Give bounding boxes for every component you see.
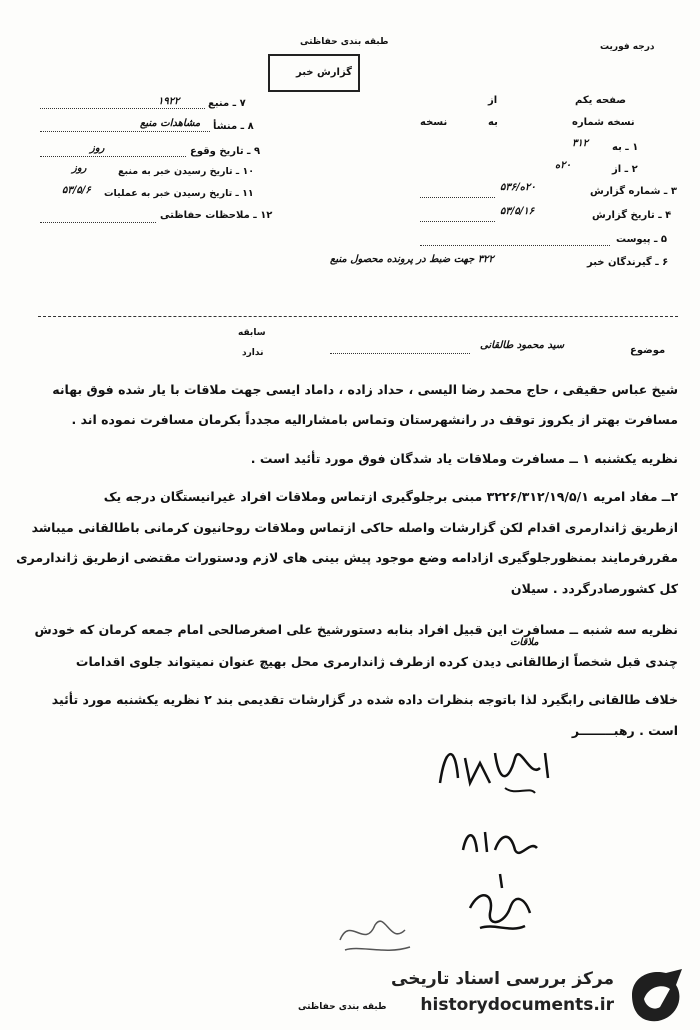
body-line: چندی قبل شخصاً ازطالقانی دیدن کرده ازطرف ژاندارمری محل بهیچ عنوان نمیتواند جلوی اقدامات (75, 654, 678, 669)
priority-label: درجه فوریت (600, 42, 655, 52)
field-value: روز (90, 143, 105, 154)
body-line: شیخ عباس حقیقی ، حاج محمد رضا الیسی ، حداد زاده ، داماد ایسی جهت ملاقات با یار شده فوق بهانه (52, 382, 678, 397)
field-value: ۲۰ه/۵۳۶ (500, 182, 536, 193)
signature-2 (455, 820, 545, 865)
subject-side-label: سابقه (238, 328, 266, 338)
signature-1 (420, 738, 570, 798)
copies-of-label: نسخه (420, 117, 448, 128)
subject-label: موضوع (630, 345, 666, 356)
body-line: ازطریق ژاندارمری اقدام لکن گزارشات واصله حاکی ازتماس وملاقات روحانیون کرمانی باطالقانی میباشد (31, 520, 678, 535)
body-line: ۲ــ مفاد امریه ۳۲۲۶/۳۱۲/۱۹/۵/۱ مبنی برجلوگیری ازتماس وملاقات افراد غیرانیستگان درجه یک (103, 489, 678, 504)
body-line: مسافرت بهتر از یکروز توقف در رانشهرستان وتماس بامشارالیه مجدداً بکرمان مسافرت نموده اند . (71, 412, 678, 427)
field-value: مشاهدات منبع (140, 118, 201, 129)
field-label: ۱۲ ـ ملاحظات حفاظتی (160, 210, 273, 221)
signature-3 (460, 868, 540, 938)
field-value: ۳۲۲ جهت ضبط در پرونده محصول منبع (330, 254, 494, 265)
field-label: ۳ ـ شماره گزارش (590, 186, 677, 197)
body-line: خلاف طالقانی رابگیرد لذا باتوجه بنظرات داده شده در گزارشات تقدیمی بند ۲ نظریه یکشنبه مورد تأئید (51, 692, 678, 707)
classification-top: طبقه بندی حفاظتی (300, 37, 389, 47)
field-label: ۱ ـ به (612, 142, 639, 153)
field-label: ۱۱ ـ تاریخ رسیدن خبر به عملیات (104, 188, 254, 199)
watermark-line1: مرکز بررسی اسناد تاریخی (391, 969, 614, 989)
field-label: ۸ ـ منشأ (213, 121, 254, 132)
watermark-line2: historydocuments.ir (420, 995, 614, 1015)
field-label: ۷ ـ منبع (208, 98, 246, 109)
copy-label: نسخه شماره (572, 117, 635, 128)
field-value: ۵۳/۵/۶ (62, 185, 91, 196)
field-value: ۳۱۲ (572, 138, 589, 149)
field-value: ۱۹۲۲ (158, 96, 180, 107)
to-label: به (488, 117, 498, 128)
field-label: ۵ ـ پیوست (616, 234, 668, 245)
body-line: مقررفرمایند بمنظورجلوگیری ازادامه وضع موجود پیش بینی های لازم ودستورات مقتضی ازطریق ژاندارمری (16, 550, 678, 565)
archive-logo-icon (626, 967, 688, 1023)
field-value: ۵۳/۵/۱۶ (500, 206, 535, 217)
body-line: کل کشورصادرگردد . سیلان (510, 581, 678, 596)
body-line: است . رهبــــــــر (571, 723, 678, 738)
subject-value: سید محمود طالقانی (480, 340, 565, 351)
subject-side-label-2: ندارد (242, 348, 264, 358)
handwritten-insert: ملاقات (510, 637, 539, 648)
watermark-logo (391, 965, 692, 1025)
from-label: از (488, 95, 498, 106)
section-divider (38, 316, 678, 317)
body-line: نظریه یکشنبه ۱ ــ مسافرت وملاقات یاد شدگان فوق مورد تأئید است . (250, 451, 678, 466)
field-label: ۶ ـ گیرندگان خبر (587, 257, 669, 268)
field-label: ۱۰ ـ تاریخ رسیدن خبر به منبع (118, 166, 255, 177)
report-stamp-box (268, 54, 360, 92)
classification-bottom: طبقه بندی حفاظتی (298, 1002, 387, 1012)
field-label: ۹ ـ تاریخ وقوع (190, 146, 261, 157)
field-label: ۴ ـ تاریخ گزارش (592, 210, 672, 221)
field-value: ۲۰ه (555, 160, 571, 171)
scribble-mark (330, 905, 420, 960)
field-label: ۲ ـ از (612, 164, 638, 175)
page-count-label: صفحه یکم (575, 95, 627, 106)
field-value: روز (72, 163, 87, 174)
stamp-title: گزارش خبر (295, 67, 352, 78)
body-line: نظریه سه شنبه ــ مسافرت این قبیل افراد بنابه دستورشیخ علی اصغرصالحی امام جمعه کرمان که خودش (34, 622, 678, 637)
